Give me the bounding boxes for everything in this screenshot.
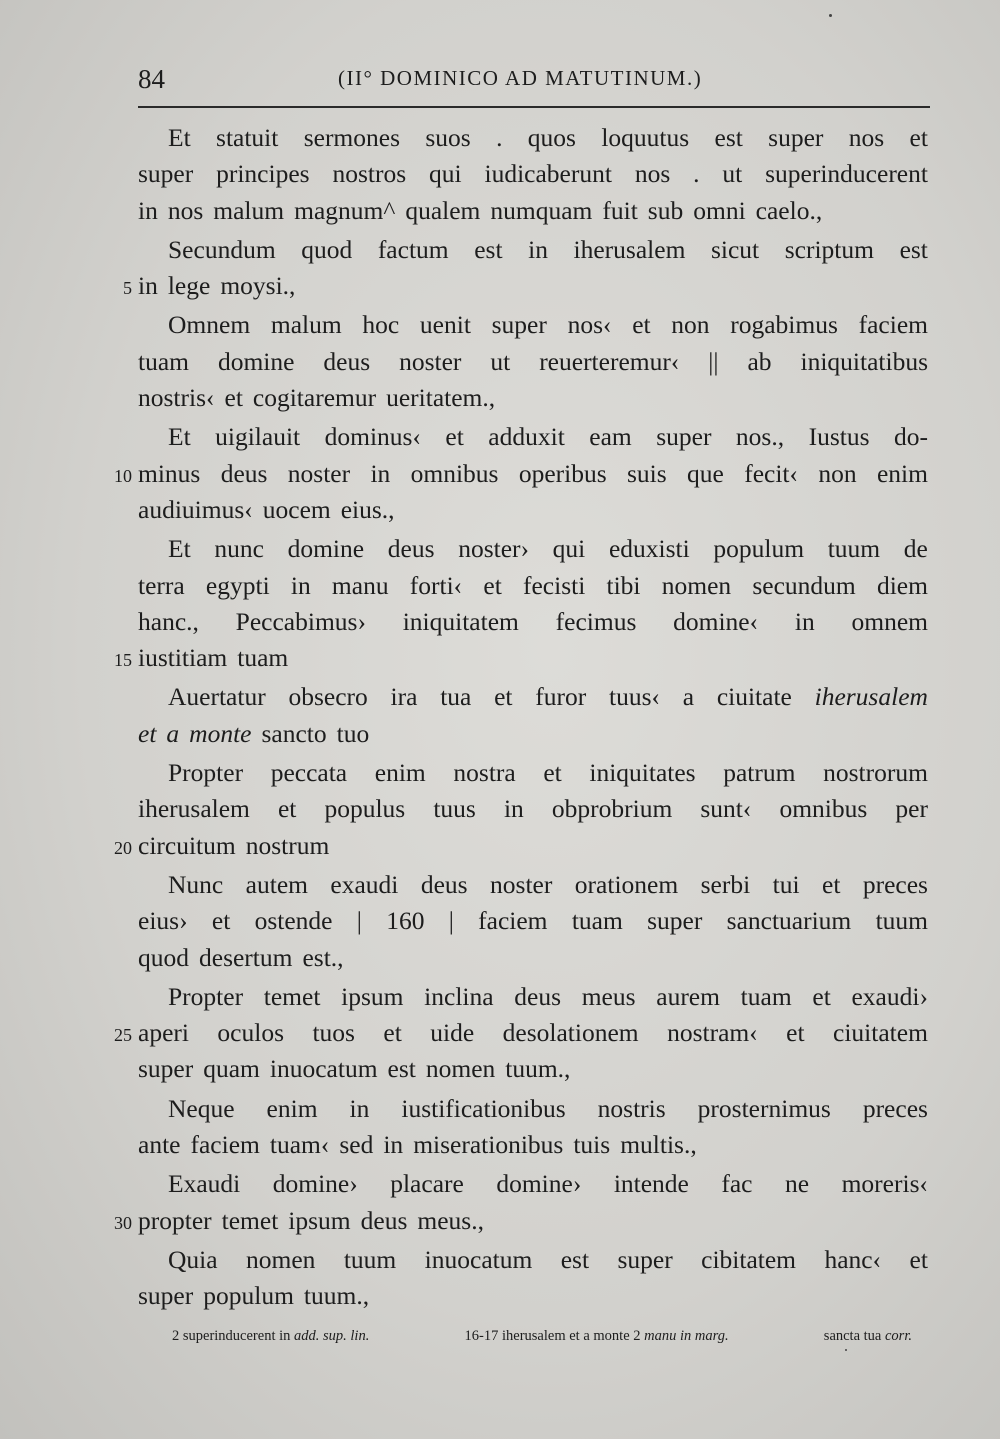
footnote: 16-17 iherusalem et a monte 2 manu in marg. [464, 1328, 729, 1344]
text-line: quod desertum est., [138, 942, 344, 972]
line-number: 15 [114, 650, 132, 671]
text-line: Neque enim in iustificationibus nostris prosternimus preces [168, 1093, 928, 1123]
paper-speck [829, 14, 832, 17]
text-line: Et nunc domine deus noster› qui eduxisti populum tuum de [168, 534, 928, 564]
text-line: Auertatur obsecro ira tua et furor tuus‹ a ciuitate iherusalem [168, 682, 928, 712]
text-line: aperi oculos tuos et uide desolationem nostram‹ et ciuitatem 25 [138, 1015, 928, 1051]
text-line: in lege moysi., 5 [138, 268, 928, 304]
footnote: sancta tua corr. [823, 1328, 912, 1344]
line-number: 25 [114, 1025, 132, 1046]
text-line: Propter peccata enim nostra et iniquitates patrum nostrorum [168, 758, 928, 788]
header-rule [138, 106, 930, 108]
text-line: Et statuit sermones suos . quos loquutus est super nos et [168, 123, 928, 152]
paper-speck [845, 1349, 847, 1351]
line-number: 10 [114, 465, 132, 486]
text-line: Et uigilauit dominus‹ et adduxit eam super nos., Iustus do- [168, 422, 928, 452]
text-line: super quam inuocatum est nomen tuum., [138, 1054, 571, 1084]
footnotes [172, 1328, 912, 1345]
text-line: ante faciem tuam‹ sed in miserationibus tuis multis., [138, 1130, 697, 1160]
text-line: tuam domine deus noster ut reuerteremur‹ || ab iniquitatibus [138, 346, 928, 376]
text-line: Quia nomen tuum inuocatum est super cibitatem hanc‹ et [168, 1244, 928, 1274]
text-line: minus deus noster in omnibus operibus suis que fecit‹ non enim 10 [138, 456, 928, 492]
text-line: Omnem malum hoc uenit super nos‹ et non rogabimus faciem [168, 310, 928, 340]
main-text [114, 120, 928, 1315]
text-line: Propter temet ipsum inclina deus meus aurem tuam et exaudi› [168, 981, 928, 1011]
text-line: Exaudi domine› placare domine› intende fac ne moreris‹ [168, 1169, 928, 1199]
text-line: nostris‹ et cogitaremur ueritatem., [138, 383, 496, 413]
text-line: iustitiam tuam 15 [138, 640, 928, 676]
line-number: 30 [114, 1212, 132, 1233]
footnote: 2 superinducerent in add. sup. lin. [172, 1328, 370, 1344]
running-head: (II° DOMINICO AD MATUTINUM.) [338, 66, 703, 90]
page-number: 84 [138, 64, 165, 94]
text-line: hanc., Peccabimus› iniquitatem fecimus domine‹ in omnem [138, 606, 928, 636]
text-line: audiuimus‹ uocem eius., [138, 494, 395, 524]
text-line: super populum tuum., [138, 1281, 370, 1311]
text-line: super principes nostros qui iudicaberunt nos . ut superinducerent [138, 159, 928, 189]
text-line: in nos malum magnum^ qualem numquam fuit sub omni caelo., [138, 195, 823, 225]
text-line: iherusalem et populus tuus in obprobrium sunt‹ omnibus per [138, 794, 928, 824]
text-line: Secundum quod factum est in iherusalem sicut scriptum est [168, 234, 928, 264]
line-number: 20 [114, 837, 132, 858]
text-line: circuitum nostrum 20 [138, 828, 928, 864]
text-line: terra egypti in manu forti‹ et fecisti tibi nomen secundum diem [138, 570, 928, 600]
text-line: et a monte sancto tuo [138, 718, 370, 748]
line-number: 5 [123, 278, 132, 299]
text-line: Nunc autem exaudi deus noster orationem serbi tui et preces [168, 869, 928, 899]
text-line: propter temet ipsum deus meus., 30 [138, 1203, 928, 1239]
text-line: eius› et ostende | 160 | faciem tuam super sanctuarium tuum [138, 906, 928, 936]
